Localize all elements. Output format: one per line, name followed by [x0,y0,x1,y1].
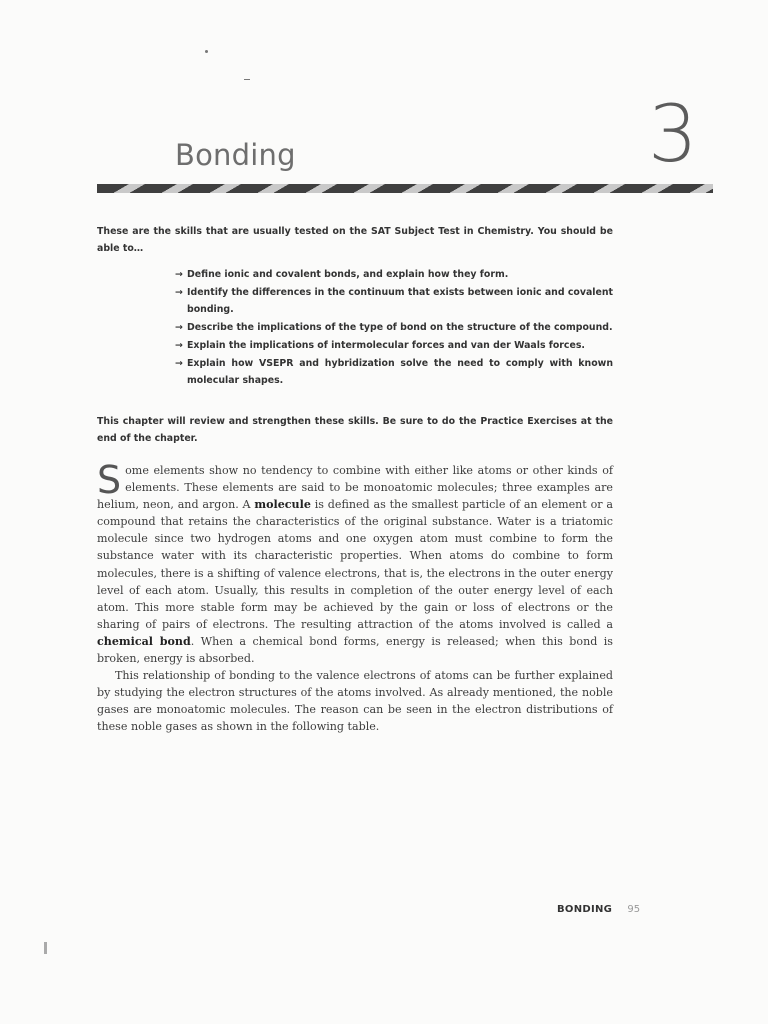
skill-text: Define ionic and covalent bonds, and explain how they form. [187,269,509,280]
body-text-run: ome elements show no tendency to combine with either like atoms or other kinds of elements. These elements are said to be monoatomic molecules; three examples are helium, neon, and argon. A [97,464,613,512]
skill-item [175,337,613,354]
scan-speck [205,50,208,53]
skill-text: Explain the implications of intermolecular forces and van der Waals forces. [187,340,585,351]
page-footer [557,904,640,915]
skills-intro: These are the skills that are usually tested on the SAT Subject Test in Chemistry. You should be able to… [97,226,613,254]
chapter-divider [97,184,713,193]
body-paragraph: This relationship of bonding to the valence electrons of atoms can be further explained by studying the electron structures of the atoms involved. As already mentioned, the noble gases are monoatomic molecules. The reason can be seen in the electron distributions of these noble gases as shown in the following table. [97,669,613,734]
body-text-run: . When a chemical bond forms, energy is released; when this bond is broken, energy is absorbed. [97,634,613,666]
arrow-icon: → [175,269,183,280]
arrow-icon: → [175,340,183,351]
body-text [97,458,613,736]
page-number: 95 [627,904,641,915]
chapter-title: Bonding [175,138,296,172]
skill-text: Explain how VSEPR and hybridization solve the need to comply with known molecular shapes. [187,358,613,386]
scan-speck [44,942,47,954]
skill-text: Describe the implications of the type of bond on the structure of the compound. [187,322,613,333]
term-molecule: molecule [254,498,311,512]
body-paragraph [97,458,613,667]
skill-item [175,319,613,336]
chapter-number: 3 [648,90,698,180]
skill-text: Identify the differences in the continuum that exists between ionic and covalent bonding. [187,287,613,315]
skills-outro: This chapter will review and strengthen these skills. Be sure to do the Practice Exercises at the end of the chapter. [97,416,613,444]
arrow-icon: → [175,358,183,369]
body-text-run: is defined as the smallest particle of an element or a compound that retains the characteristics of the original substance. Water is a triatomic molecule since two hydrogen atoms and one oxygen atom must combine to form the substance water with its characteristic properties. When atoms do combine to form molecules, there is a shifting of valence electrons, that is, the electrons in the outer energy level of each atom. Usually, this results in completion of the outer energy level of each atom. This more stable form may be achieved by the gain or loss of electrons or the sharing of pairs of electrons. The resulting attraction of the atoms involved is called a [97,498,613,631]
scan-speck [244,79,250,80]
drop-cap: S [97,458,122,502]
footer-section-title: BONDING [557,904,613,915]
arrow-icon: → [175,287,183,298]
term-chemical-bond: chemical bond [97,634,191,648]
skill-item [175,355,613,389]
skill-item [175,266,613,283]
arrow-icon: → [175,322,183,333]
skills-list [175,266,613,390]
skill-item [175,284,613,318]
